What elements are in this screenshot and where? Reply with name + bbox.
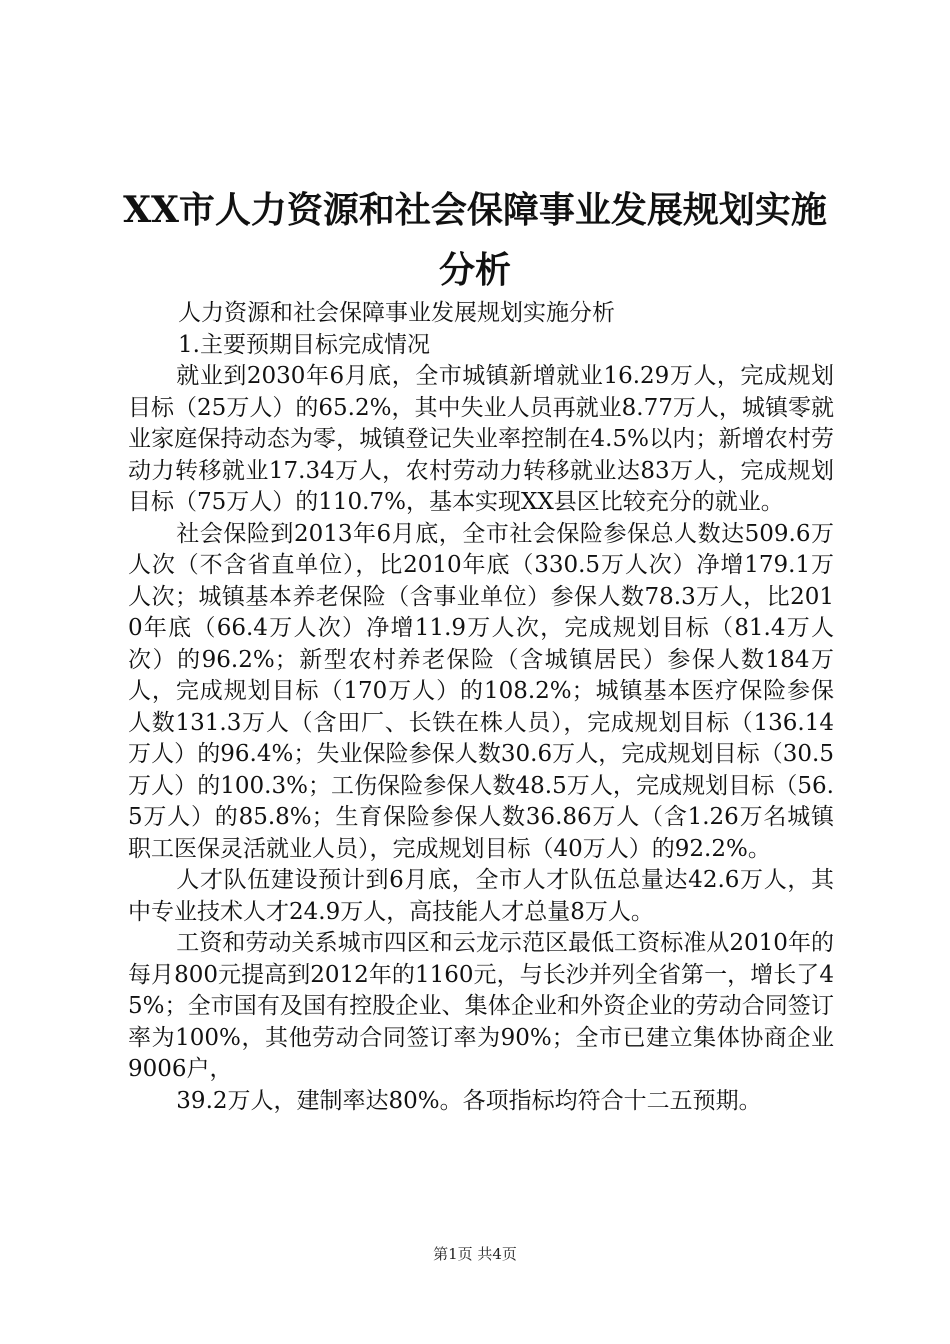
document-body: [128, 298, 834, 1117]
document-title-line-2: 分析: [438, 249, 511, 291]
paragraph-employment: 就业到2030年6月底，全市城镇新增就业16.29万人，完成规划目标（25万人）的65.2%，其中失业人员再就业8.77万人，城镇零就业家庭保持动态为零，城镇登记失业率控制在4.5%以内；新增农村劳动力转移就业17.34万人，农村劳动力转移就业达83万人，完成规划目标（75万人）的110.7%，基本实现XX县区比较充分的就业。: [128, 363, 834, 515]
paragraph-social-insurance: 社会保险到2013年6月底，全市社会保险参保总人数达509.6万人次（不含省直单位），比2010年底（330.5万人次）净增179.1万人次；城镇基本养老保险（含事业单位）参保人数78.3万人，比2010年底（66.4万人次）净增11.9万人次，完成规划目标（81.4万人次）的96.2%；新型农村养老保险（含城镇居民）参保人数184万人，完成规划目标（170万人）的108.2%；城镇基本医疗保险参保人数131.3万人（含田厂、长铁在株人员），完成规划目标（136.14万人）的96.4%；失业保险参保人数30.6万人，完成规划目标（30.5万人）的100.3%；工伤保险参保人数48.5万人，完成规划目标（56.5万人）的85.8%；生育保险参保人数36.86万人（含1.26万名城镇职工医保灵活就业人员），完成规划目标（40万人）的92.2%。: [128, 520, 834, 862]
paragraph-summary: 39.2万人，建制率达80%。各项指标均符合十二五预期。: [176, 1087, 762, 1114]
section-heading: 1.主要预期目标完成情况: [178, 331, 430, 358]
subtitle: 人力资源和社会保障事业发展规划实施分析: [178, 300, 615, 326]
page-footer: 第1页 共4页: [433, 1245, 517, 1263]
document-title-line-1: XX市人力资源和社会保障事业发展规划实施: [123, 189, 827, 231]
paragraph-wages-labor: 工资和劳动关系城市四区和云龙示范区最低工资标准从2010年的每月800元提高到2012年的1160元，与长沙并列全省第一，增长了45%；全市国有及国有控股企业、集体企业和外资企业的劳动合同签订率为100%，其他劳动合同签订率为90%；全市已建立集体协商企业9006户，: [128, 930, 834, 1082]
paragraph-talent: 人才队伍建设预计到6月底，全市人才队伍总量达42.6万人，其中专业技术人才24.9万人，高技能人才总量8万人。: [128, 867, 834, 925]
